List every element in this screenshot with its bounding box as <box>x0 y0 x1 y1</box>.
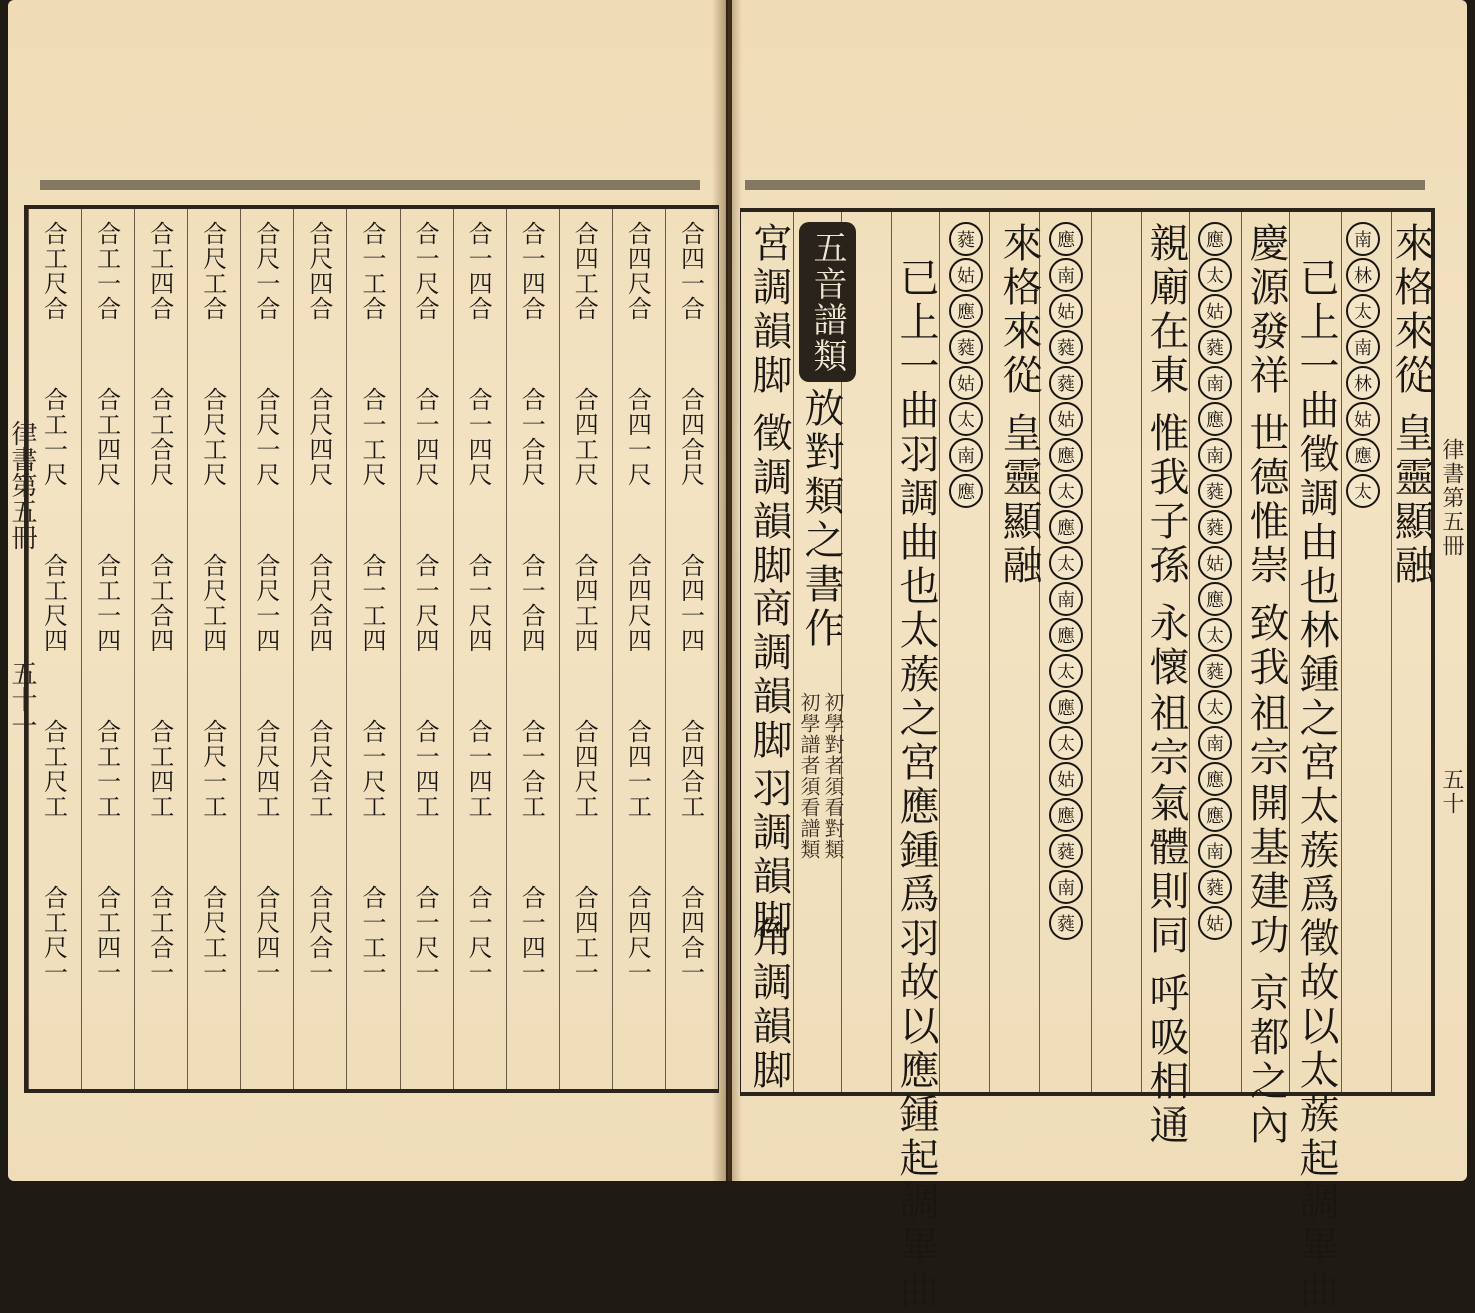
circled-note: 南 <box>1049 258 1083 292</box>
lyric-line: 皇靈顯融 <box>1388 412 1434 588</box>
col-divider <box>453 209 454 1089</box>
circled-note: 南 <box>1198 726 1232 760</box>
notation-cell: 合尺工一 <box>198 885 227 985</box>
notation-cell: 合四合工 <box>676 719 705 819</box>
tune-type: 宮調韻脚 <box>746 222 792 398</box>
circled-note: 蕤 <box>949 222 983 256</box>
circled-note: 蕤 <box>1198 510 1232 544</box>
notation-cell: 合一尺合 <box>411 221 440 321</box>
lyric-line: 世德惟崇 <box>1243 412 1289 588</box>
lyric-line: 致我 <box>1243 602 1289 690</box>
notation-cell: 合尺四合 <box>304 221 333 321</box>
note-circles-col1 <box>1346 222 1380 508</box>
notation-cell: 合四一四 <box>676 553 705 653</box>
circled-note: 蕤 <box>1049 834 1083 868</box>
col-divider <box>1241 212 1242 1092</box>
notation-cell: 合工四工 <box>145 719 174 819</box>
notation-cell: 合四合尺 <box>676 387 705 487</box>
circled-note: 應 <box>1198 798 1232 832</box>
circled-note: 應 <box>1198 582 1232 616</box>
circled-note: 南 <box>1198 834 1232 868</box>
notation-cell: 合一工四 <box>358 553 386 653</box>
circled-note: 太 <box>1049 726 1083 760</box>
notation-cell: 合工合一 <box>145 885 174 985</box>
tune-type: 徵調韻脚 <box>746 412 792 588</box>
circled-note: 應 <box>1049 798 1083 832</box>
note-circles-col8 <box>949 222 983 508</box>
small-note: 初學對者須看對類 <box>821 692 845 860</box>
notation-cell: 合尺一尺 <box>251 387 280 487</box>
notation-cell: 合工尺一 <box>39 885 68 985</box>
section-heading: 五音譜類 <box>799 222 856 382</box>
col-divider <box>1141 212 1142 1092</box>
circled-note: 姑 <box>1346 402 1380 436</box>
col-divider <box>506 209 507 1089</box>
circled-note: 蕤 <box>1049 366 1083 400</box>
annotation-text: 已上一曲羽調曲也太蔟之宮應鍾爲羽故以應鍾起調畢曲 <box>893 257 939 1313</box>
notation-cell: 合四尺一 <box>623 885 652 985</box>
circled-note: 姑 <box>1198 294 1232 328</box>
notation-cell: 合四工尺 <box>570 387 599 487</box>
circled-note: 南 <box>1049 870 1083 904</box>
circled-note: 姑 <box>949 366 983 400</box>
circled-note: 蕤 <box>1049 330 1083 364</box>
circled-note: 太 <box>1198 690 1232 724</box>
circled-note: 應 <box>1049 222 1083 256</box>
col-divider <box>793 212 794 1092</box>
notation-cell: 合一四合 <box>517 221 546 321</box>
circled-note: 太 <box>1346 474 1380 508</box>
left-edge-page-number: 五十一 <box>7 660 37 738</box>
notation-cell: 合四一尺 <box>623 387 652 487</box>
notation-cell: 合尺合工 <box>304 719 333 819</box>
circled-note: 姑 <box>1049 762 1083 796</box>
notation-cell: 合四工一 <box>570 885 599 985</box>
circled-note: 林 <box>1346 258 1380 292</box>
col-divider <box>891 212 892 1092</box>
circled-note: 蕤 <box>1198 474 1232 508</box>
notation-cell: 合尺工合 <box>198 221 227 321</box>
right-frame <box>740 208 1435 1313</box>
circled-note: 應 <box>1198 762 1232 796</box>
notation-cell: 合四一工 <box>623 719 652 819</box>
circled-note: 蕤 <box>1049 906 1083 940</box>
circled-note: 蕤 <box>1198 870 1232 904</box>
circled-note: 姑 <box>1049 294 1083 328</box>
notation-cell: 合工一工 <box>92 719 121 819</box>
notation-cell: 合工一合 <box>92 221 121 321</box>
lyric-line: 永懷 <box>1143 602 1189 690</box>
tune-type: 商調韻脚 <box>746 587 792 763</box>
circled-note: 林 <box>1346 366 1380 400</box>
col-divider <box>939 212 940 1092</box>
notation-cell: 合尺四尺 <box>304 387 333 487</box>
lyric-line: 祖宗 <box>1143 692 1189 780</box>
circled-note: 應 <box>1198 222 1232 256</box>
notation-cell: 合尺一四 <box>251 553 280 653</box>
circled-note: 應 <box>1198 402 1232 436</box>
notation-cell: 合工尺合 <box>39 221 68 321</box>
lyric-line: 開基建功 <box>1243 782 1289 958</box>
notation-cell: 合工一尺 <box>39 387 68 487</box>
notation-cell: 合尺合四 <box>304 553 333 653</box>
left-edge-title: 律書第五冊 <box>7 420 37 550</box>
col-divider <box>187 209 188 1089</box>
right-spine <box>1432 208 1462 1096</box>
notation-cell: 合一合尺 <box>517 387 546 487</box>
col-divider <box>346 209 347 1089</box>
circled-note: 應 <box>1049 690 1083 724</box>
spine-title: 律書第五冊 <box>1439 438 1464 558</box>
circled-note: 太 <box>1198 618 1232 652</box>
lyric-line: 氣體則同 <box>1143 782 1189 958</box>
notation-cell: 合一四合 <box>464 221 493 321</box>
circled-note: 應 <box>1346 438 1380 472</box>
notation-cell: 合工四尺 <box>92 387 121 487</box>
left-frame <box>24 205 719 1093</box>
circled-note: 太 <box>1346 294 1380 328</box>
lyric-line: 來格來從 <box>1388 222 1434 398</box>
notation-cell: 合一工合 <box>358 221 386 321</box>
lyric-line: 慶源發祥 <box>1243 222 1289 398</box>
notation-cell: 合尺一工 <box>198 719 227 819</box>
notation-cell: 合四工合 <box>570 221 599 321</box>
circled-note: 太 <box>949 402 983 436</box>
lyric-line: 親廟在東 <box>1143 222 1189 398</box>
notation-cell: 合四工四 <box>570 553 599 653</box>
spine-page-number: 五十 <box>1439 768 1464 816</box>
circled-note: 應 <box>1049 510 1083 544</box>
col-divider <box>240 209 241 1089</box>
notation-cell: 合四尺工 <box>570 719 599 819</box>
notation-cell: 合尺工尺 <box>198 387 227 487</box>
notation-cell: 合工一四 <box>92 553 121 653</box>
tune-type: 角調韻脚 <box>746 917 792 1093</box>
notation-cell: 合尺工四 <box>198 553 227 653</box>
circled-note: 太 <box>1049 474 1083 508</box>
col-divider <box>134 209 135 1089</box>
notation-cell: 合四一合 <box>676 221 705 321</box>
notation-cell: 合尺四工 <box>251 719 280 819</box>
notation-cell: 合尺一合 <box>251 221 280 321</box>
circled-note: 太 <box>1198 258 1232 292</box>
lyric-line: 皇靈顯融 <box>996 412 1042 588</box>
notation-cell: 合一四尺 <box>411 387 440 487</box>
col-divider <box>989 212 990 1092</box>
col-divider <box>1289 212 1290 1092</box>
tune-type: 羽調韻脚 <box>746 767 792 943</box>
note-circles-col4 <box>1198 222 1232 940</box>
circled-note: 應 <box>1049 438 1083 472</box>
small-note: 初學譜者須看譜類 <box>797 692 821 860</box>
notation-cell: 合工四一 <box>92 885 121 985</box>
col-divider <box>665 209 666 1089</box>
col-divider <box>1091 212 1092 1092</box>
col-divider <box>1341 212 1342 1092</box>
lyric-line: 惟我子孫 <box>1143 412 1189 588</box>
lyric-line: 來格來從 <box>996 222 1042 398</box>
notation-cell: 合一四一 <box>517 885 546 985</box>
notation-cell: 合一工尺 <box>358 387 386 487</box>
circled-note: 姑 <box>1049 402 1083 436</box>
notation-cell: 合一尺四 <box>411 553 440 653</box>
col-divider <box>81 209 82 1089</box>
notation-cell: 合一合工 <box>517 719 546 819</box>
notation-cell: 合尺四一 <box>251 885 280 985</box>
note-circles-col6 <box>1049 222 1083 940</box>
notation-cell: 合一尺四 <box>464 553 493 653</box>
circled-note: 應 <box>949 474 983 508</box>
col-divider <box>559 209 560 1089</box>
circled-note: 南 <box>1346 222 1380 256</box>
circled-note: 姑 <box>1198 546 1232 580</box>
notation-cell: 合一尺一 <box>411 885 440 985</box>
notation-cell: 合工尺四 <box>39 553 68 653</box>
circled-note: 蕤 <box>949 330 983 364</box>
circled-note: 應 <box>949 294 983 328</box>
circled-note: 太 <box>1049 546 1083 580</box>
notation-cell: 合四尺合 <box>623 221 652 321</box>
notation-cell: 合工合尺 <box>145 387 174 487</box>
notation-cell: 合一工一 <box>358 885 386 985</box>
circled-note: 姑 <box>949 258 983 292</box>
notation-cell: 合一尺工 <box>358 719 386 819</box>
notation-cell: 合四合一 <box>676 885 705 985</box>
notation-cell: 合一合四 <box>517 553 546 653</box>
circled-note: 姑 <box>1198 906 1232 940</box>
notation-cell: 合尺合一 <box>304 885 333 985</box>
section-text: 放對類之書作 <box>798 387 844 651</box>
col-divider <box>293 209 294 1089</box>
col-divider <box>400 209 401 1089</box>
lyric-line: 京都之內 <box>1243 972 1289 1148</box>
circled-note: 南 <box>1198 366 1232 400</box>
notation-cell: 合工尺工 <box>39 719 68 819</box>
circled-note: 南 <box>1198 438 1232 472</box>
annotation-text: 已上一曲徵調由也林鍾之宮太蔟爲徵故以太蔟起調畢曲 <box>1293 257 1339 1313</box>
left-top-band <box>40 180 700 190</box>
lyric-line: 祖宗 <box>1243 692 1289 780</box>
circled-note: 太 <box>1049 654 1083 688</box>
circled-note: 南 <box>1049 582 1083 616</box>
notation-cell: 合四尺四 <box>623 553 652 653</box>
col-divider <box>612 209 613 1089</box>
right-top-band <box>745 180 1425 190</box>
circled-note: 蕤 <box>1198 330 1232 364</box>
notation-cell: 合一四工 <box>411 719 440 819</box>
notation-cell: 合一四尺 <box>464 387 493 487</box>
notation-cell: 合一尺一 <box>464 885 493 985</box>
circled-note: 蕤 <box>1198 654 1232 688</box>
lyric-line: 呼吸相通 <box>1143 972 1189 1148</box>
circled-note: 應 <box>1049 618 1083 652</box>
notation-cell: 合工四合 <box>145 221 174 321</box>
circled-note: 南 <box>949 438 983 472</box>
col-divider <box>1189 212 1190 1092</box>
col-divider <box>28 209 29 1089</box>
notation-cell: 合工合四 <box>145 553 174 653</box>
circled-note: 南 <box>1346 330 1380 364</box>
notation-cell: 合一四工 <box>464 719 493 819</box>
